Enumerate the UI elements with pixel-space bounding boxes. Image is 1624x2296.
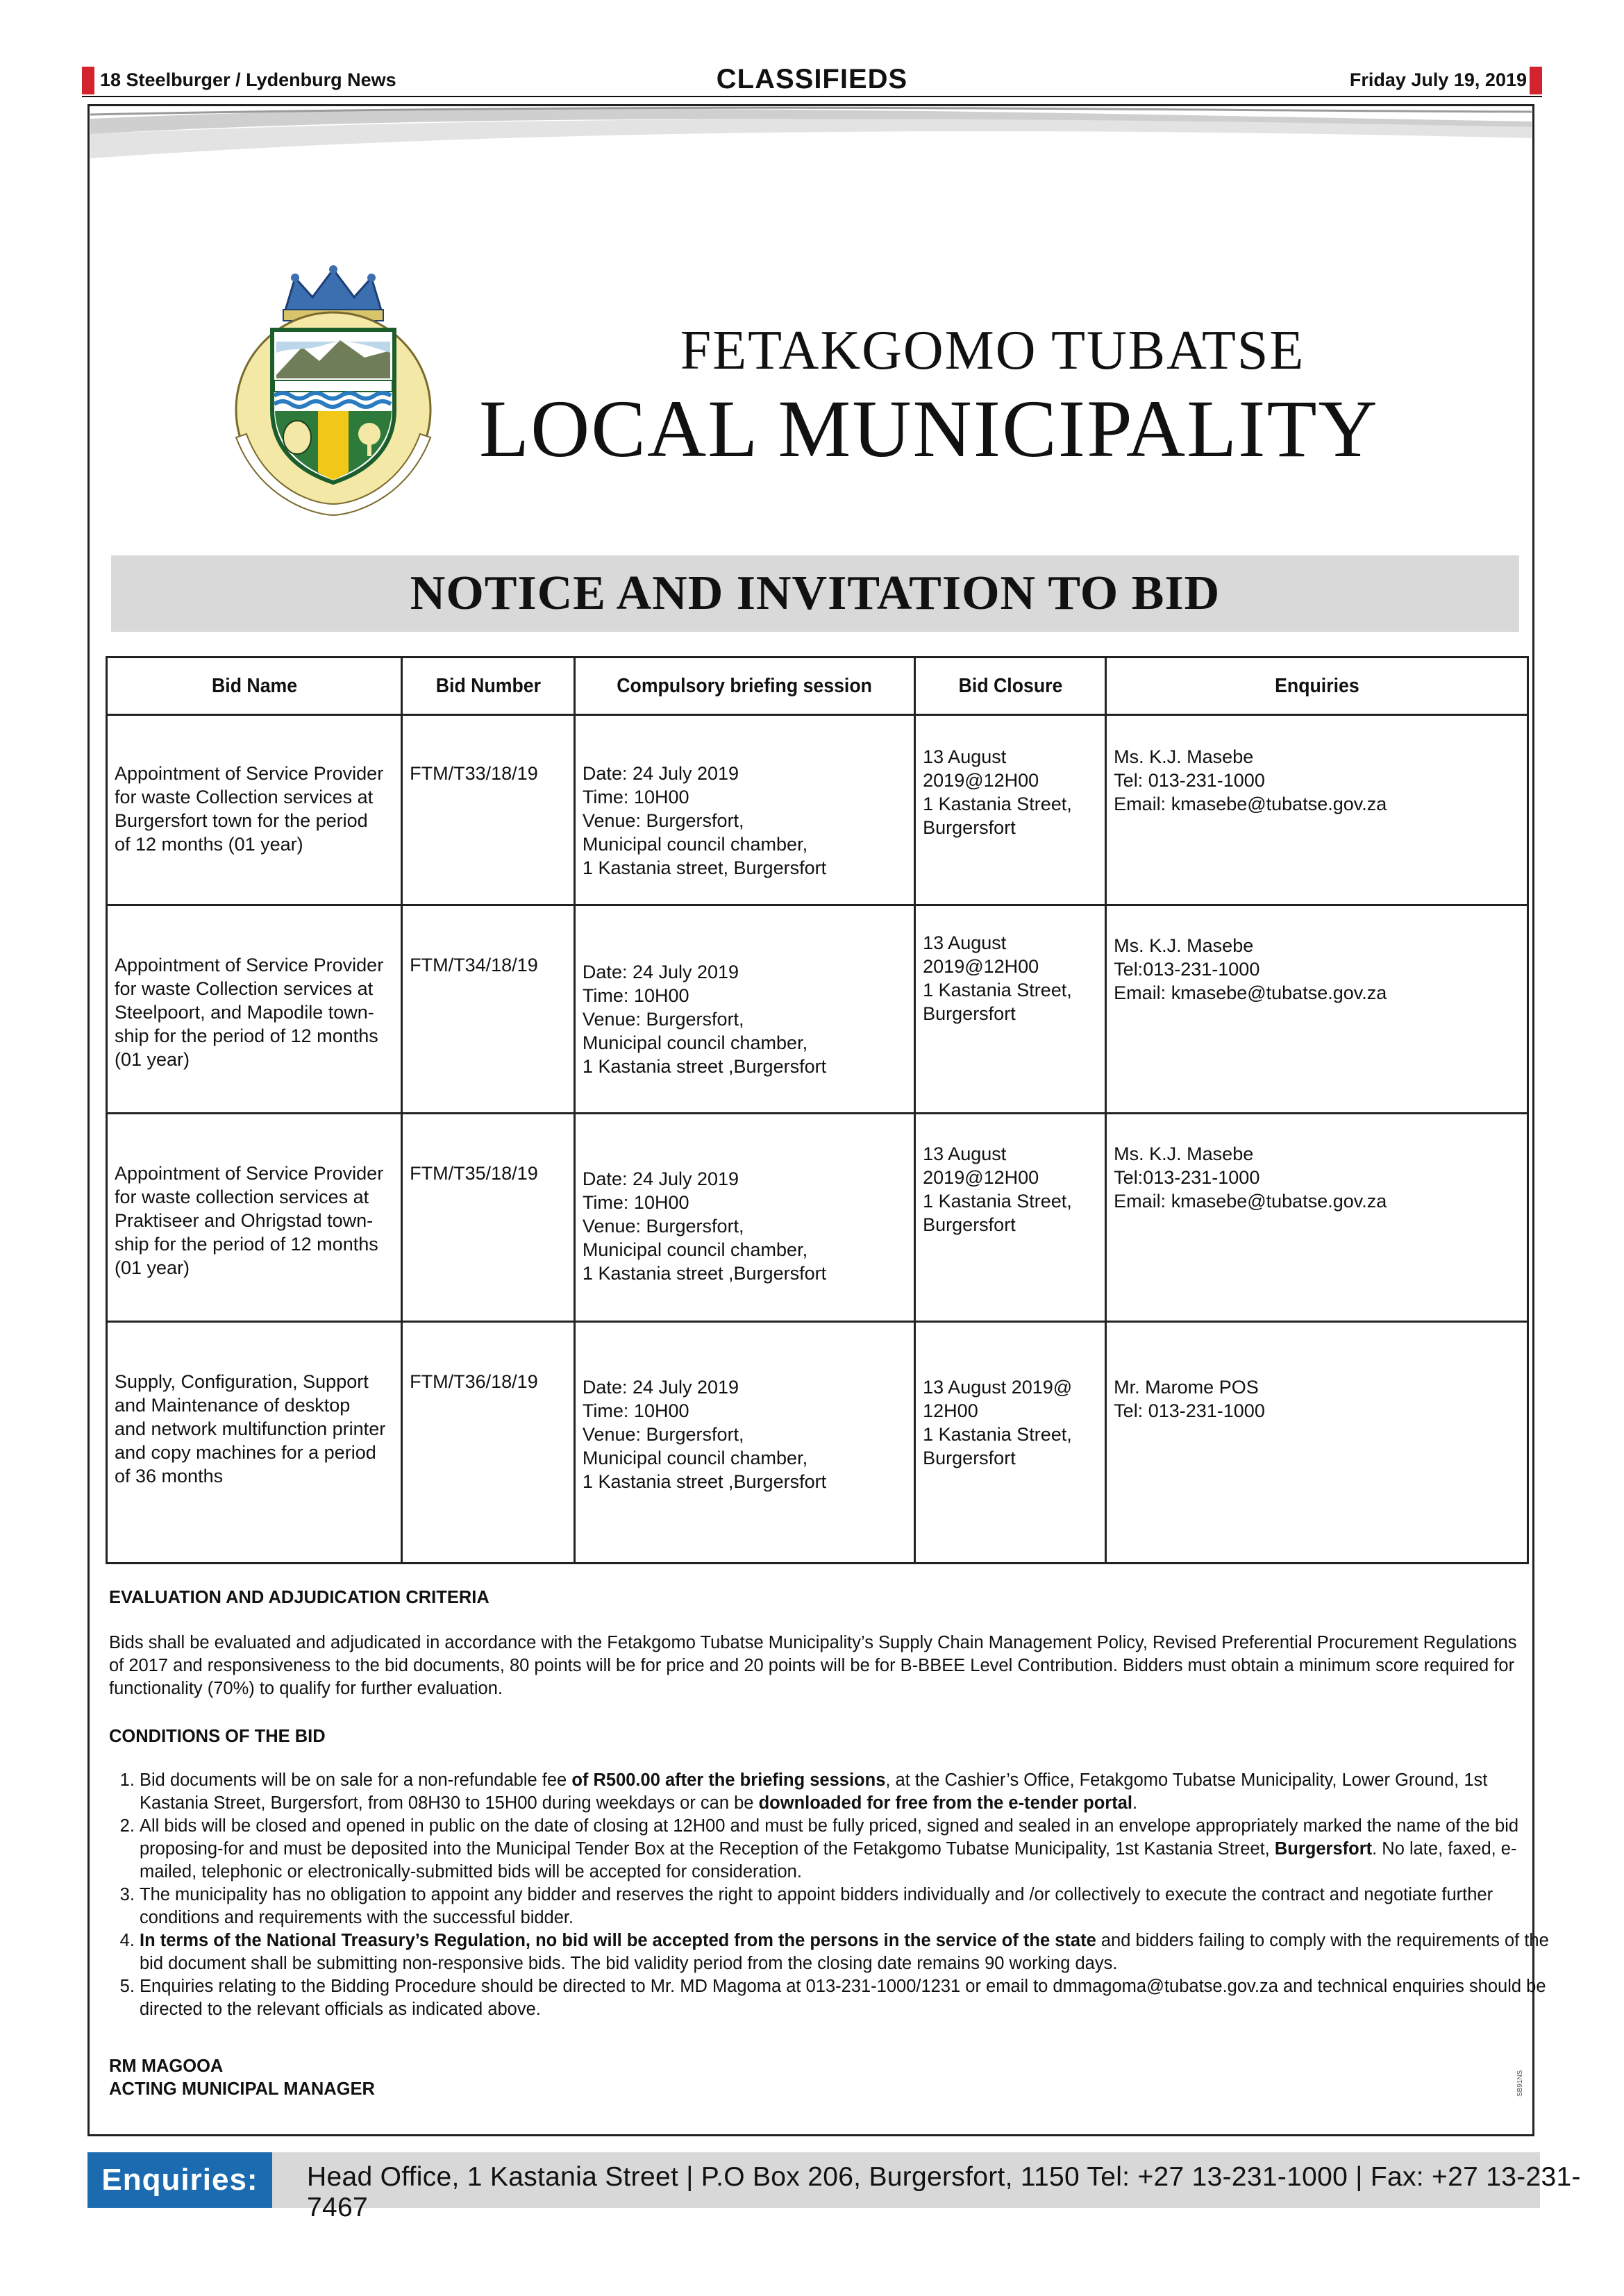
conditions-heading: CONDITIONS OF THE BID: [109, 1727, 326, 1746]
footer-contact-details: Head Office, 1 Kastania Street | P.O Box 206, Burgersfort, 1150 Tel: +27 13-231-1000 | Fax: +27 13-231-7467: [307, 2162, 1581, 2222]
bid-table: [106, 656, 1529, 1564]
header-bid-closure: Bid Closure: [923, 657, 1098, 715]
masthead-red-marker-right: [1530, 67, 1542, 94]
condition-text: Enquiries relating to the Bidding Procedure should be directed to Mr. MD Magoma at 013-231-1000/1231 or email to dmmagoma@tubatse.gov.za and technical enquiries should be directed to the relevant officials as indicated above.: [140, 1977, 1546, 2019]
notice-title: NOTICE AND INVITATION TO BID: [410, 567, 1221, 620]
notice-title-band: [111, 555, 1519, 632]
table-row: [107, 715, 1528, 905]
conditions-list: [109, 1769, 1549, 2021]
header-enquiries: Enquiries: [1123, 657, 1511, 715]
table-row: [107, 1114, 1528, 1322]
criteria-paragraph: Bids shall be evaluated and adjudicated in accordance with the Fetakgomo Tubatse Municipality’s Supply Chain Management Policy, Revised Preferential Procurement Regulations of 2017 and responsiveness to the bid documents, 80 points will be for price and 20 points will be for B-BBEE Level Contribution. Bidders must obtain a minimum score required for functionality (70%) to qualify for further evaluation.: [109, 1633, 1517, 1698]
briefing-cell: Date: 24 July 2019 Time: 10H00 Venue: Burgersfort, Municipal council chamber, 1 Kastania street, Burgersfort: [582, 763, 827, 878]
header-briefing-session: Compulsory briefing session: [588, 657, 901, 715]
bid-number-cell: FTM/T34/18/19: [410, 955, 538, 975]
briefing-cell: Date: 24 July 2019 Time: 10H00 Venue: Burgersfort, Municipal council chamber, 1 Kastania street ,Burgersfort: [582, 1377, 827, 1492]
condition-item: [140, 1975, 1549, 2021]
closure-cell: 13 August 2019@12H00 1 Kastania Street, Burgersfort: [923, 1143, 1072, 1235]
condition-item: [140, 1769, 1549, 1815]
briefing-cell: Date: 24 July 2019 Time: 10H00 Venue: Burgersfort, Municipal council chamber, 1 Kastania street ,Burgersfort: [582, 962, 827, 1077]
organisation-name-line2: LOCAL MUNICIPALITY: [479, 383, 1379, 474]
condition-text: The municipality has no obligation to appoint any bidder and reserves the right to appoint bidders individually and /or collectively to execute the contract and negotiate further conditions and requirements with the successful bidder.: [140, 1885, 1493, 1927]
bid-name-cell: Supply, Configuration, Support and Maintenance of desktop and network multifunction printer and copy machines for a period of 36 months: [115, 1371, 386, 1486]
enquiries-cell: Ms. K.J. Masebe Tel: 013-231-1000 Email: kmasebe@tubatse.gov.za: [1114, 746, 1387, 814]
condition-text: . No late, faxed, e-mailed, telephonic or electronically-submitted bids will be accepted for consideration.: [140, 1839, 1517, 1882]
masthead-rule: [82, 96, 1542, 97]
table-row: [107, 1322, 1528, 1564]
condition-text: All bids will be closed and opened in public on the date of closing at 12H00 and must be fully priced, signed and sealed in an envelope appropriately marked the name of the bid proposing-for and must be deposited into the Municipal Tender Box at the Reception of the Fetakgomo Tubatse Municipality, 1st Kastania Street,: [140, 1816, 1519, 1859]
header-bid-number: Bid Number: [409, 657, 568, 715]
criteria-heading: EVALUATION AND ADJUDICATION CRITERIA: [109, 1588, 489, 1607]
closure-cell: 13 August 2019@12H00 1 Kastania Street, Burgersfort: [923, 932, 1072, 1024]
enquiries-cell: Ms. K.J. Masebe Tel:013-231-1000 Email: kmasebe@tubatse.gov.za: [1114, 1143, 1387, 1212]
condition-bold-text: In terms of the National Treasury’s Regulation, no bid will be accepted from the persons in the service of the state: [140, 1931, 1096, 1950]
bid-name-cell: Appointment of Service Provider for waste Collection services at Burgersfort town for the period of 12 months (01 year): [115, 763, 384, 855]
municipality-crest-logo: [208, 264, 458, 521]
bid-name-cell: Appointment of Service Provider for waste Collection services at Steelpoort, and Mapodile town- ship for the period of 12 months (01 year): [115, 955, 384, 1070]
bid-number-cell: FTM/T36/18/19: [410, 1371, 538, 1392]
masthead-publication: 18 Steelburger / Lydenburg News: [100, 69, 396, 90]
bid-number-cell: FTM/T35/18/19: [410, 1163, 538, 1184]
condition-bold-text: of R500.00 after the briefing sessions: [571, 1770, 886, 1790]
condition-text: .: [1132, 1793, 1138, 1813]
bid-number-cell: FTM/T33/18/19: [410, 763, 538, 784]
masthead: [0, 0, 1624, 104]
signatory-name: RM MAGOOA: [109, 2056, 224, 2076]
condition-text: Bid documents will be on sale for a non-refundable fee: [140, 1770, 572, 1790]
condition-bold-text: downloaded for free from the e-tender portal: [758, 1793, 1132, 1813]
ad-reference-code: SB91NS: [1516, 2070, 1524, 2097]
condition-item: [140, 1815, 1549, 1884]
footer-enquiries-label: Enquiries:: [87, 2152, 272, 2208]
closure-cell: 13 August 2019@12H00 1 Kastania Street, Burgersfort: [923, 746, 1072, 838]
condition-text: and bidders failing to comply with the requirements of the bid document shall be submitting non-responsive bids. The bid validity period from the closing date remains 90 working days.: [140, 1931, 1549, 1973]
bid-name-cell: Appointment of Service Provider for waste collection services at Praktiseer and Ohrigstad town- ship for the period of 12 months (01 year): [115, 1163, 384, 1278]
masthead-section: CLASSIFIEDS: [716, 64, 908, 94]
table-row: [107, 905, 1528, 1114]
organisation-name-line1: FETAKGOMO TUBATSE: [680, 320, 1305, 381]
enquiries-cell: Mr. Marome POS Tel: 013-231-1000: [1114, 1377, 1265, 1421]
closure-cell: 13 August 2019@ 12H00 1 Kastania Street, Burgersfort: [923, 1377, 1073, 1468]
briefing-cell: Date: 24 July 2019 Time: 10H00 Venue: Burgersfort, Municipal council chamber, 1 Kastania street ,Burgersfort: [582, 1168, 827, 1284]
condition-item: [140, 1884, 1549, 1929]
condition-text: , at the Cashier’s Office, Fetakgomo Tubatse Municipality, Lower Ground, 1st Kastania Street, Burgersfort, from 08H30 to 15H00 during weekdays or can be: [140, 1770, 1488, 1813]
header-bid-name: Bid Name: [119, 657, 390, 715]
enquiries-cell: Ms. K.J. Masebe Tel:013-231-1000 Email: kmasebe@tubatse.gov.za: [1114, 935, 1387, 1003]
condition-bold-text: Burgersfort: [1274, 1839, 1373, 1859]
condition-item: [140, 1929, 1549, 1975]
masthead-date: Friday July 19, 2019: [1349, 69, 1527, 90]
bid-table-header-row: [107, 657, 1528, 715]
decorative-swoosh: [90, 106, 1532, 224]
signatory-title: ACTING MUNICIPAL MANAGER: [109, 2079, 375, 2099]
